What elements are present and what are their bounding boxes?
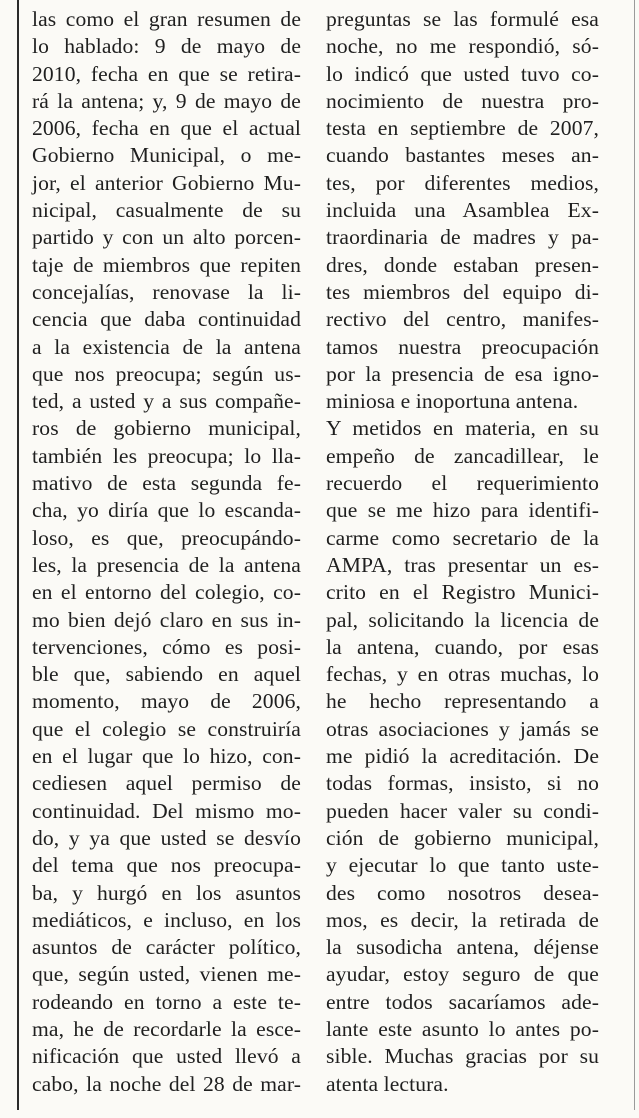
text-line: carme como secretario de la: [326, 525, 599, 550]
text-line: mo bien dejó claro en sus in-: [32, 607, 301, 632]
text-line: mos, es decir, la retirada de: [326, 907, 599, 932]
text-line: ma, he de recordarle la esce-: [32, 1016, 301, 1041]
text-line: tervenciones, cómo es posi-: [32, 634, 301, 659]
text-line: y ejecutar lo que tanto uste-: [326, 853, 599, 878]
text-line: lo indicó que usted tuvo co-: [326, 61, 599, 86]
text-line: rectivo del centro, manifes-: [326, 307, 599, 332]
text-line: que se me hizo para identifi-: [326, 498, 599, 523]
text-line: entre todos sacaríamos ade-: [326, 989, 599, 1014]
text-line: momento, mayo de 2006,: [32, 689, 301, 714]
text-line: Y metidos en materia, en su: [326, 416, 599, 441]
text-line: que, según usted, vienen me-: [32, 962, 301, 987]
text-line: 2010, fecha en que se retira-: [32, 61, 301, 86]
text-line: nificación que usted llevó a: [32, 1044, 301, 1069]
text-line: a la existencia de la antena: [32, 334, 301, 359]
text-line: que el colegio se construiría: [32, 716, 301, 741]
text-line: tes, por diferentes medios,: [326, 170, 599, 195]
text-line: lante este asunto lo antes po-: [326, 1016, 599, 1041]
page-edge-rule: [634, 0, 635, 1110]
text-line: traordinaria de madres y pa-: [326, 225, 599, 250]
text-line: 2006, fecha en que el actual: [32, 116, 301, 141]
text-line: rodeando en torno a este te-: [32, 989, 301, 1014]
text-column-right: [326, 6, 599, 1098]
text-line: cha, yo diría que lo escanda-: [32, 498, 301, 523]
text-line: todas formas, insisto, si no: [326, 771, 599, 796]
text-line: ayudar, estoy seguro de que: [326, 962, 599, 987]
text-line: pal, solicitando la licencia de: [326, 607, 599, 632]
text-line: mativo de esta segunda fe-: [32, 471, 301, 496]
text-line: cediesen aquel permiso de: [32, 771, 301, 796]
text-line: otras asociaciones y jamás se: [326, 716, 599, 741]
text-line: dres, donde estaban presen-: [326, 252, 599, 277]
text-line: taje de miembros que repiten: [32, 252, 301, 277]
text-line: en el lugar que lo hizo, con-: [32, 744, 301, 769]
text-line: concejalías, renovase la li-: [32, 279, 301, 304]
text-line: he hecho representando a: [326, 689, 599, 714]
text-line: partido y con un alto porcen-: [32, 225, 301, 250]
text-line: des como nosotros desea-: [326, 880, 599, 905]
text-line: mediáticos, e incluso, en los: [32, 907, 301, 932]
text-line: incluida una Asamblea Ex-: [326, 198, 599, 223]
text-line: que nos preocupa; según us-: [32, 361, 301, 386]
text-line: recuerdo el requerimiento: [326, 471, 599, 496]
text-line: les, la presencia de la antena: [32, 552, 301, 577]
text-line: rá la antena; y, 9 de mayo de: [32, 88, 301, 113]
text-line: la susodicha antena, déjense: [326, 935, 599, 960]
text-line: ted, a usted y a sus compañe-: [32, 389, 301, 414]
text-line: tamos nuestra preocupación: [326, 334, 599, 359]
text-line: tes miembros del equipo di-: [326, 279, 599, 304]
text-line: nocimiento de nuestra pro-: [326, 88, 599, 113]
text-line: empeño de zancadillear, le: [326, 443, 599, 468]
text-line: ros de gobierno municipal,: [32, 416, 301, 441]
text-line: fechas, y en otras muchas, lo: [326, 662, 599, 687]
text-line: cabo, la noche del 28 de mar-: [32, 1071, 301, 1096]
text-line: jor, el anterior Gobierno Mu-: [32, 170, 301, 195]
text-line: nicipal, casualmente de su: [32, 198, 301, 223]
text-line: sible. Muchas gracias por su: [326, 1044, 599, 1069]
text-line: en el entorno del colegio, co-: [32, 580, 301, 605]
text-line: por la presencia de esa igno-: [326, 361, 599, 386]
text-line: atenta lectura.: [326, 1071, 449, 1096]
text-line: Gobierno Municipal, o me-: [32, 143, 301, 168]
text-line: AMPA, tras presentar un es-: [326, 552, 599, 577]
text-line: ba, y hurgó en los asuntos: [32, 880, 301, 905]
text-line: ble que, sabiendo en aquel: [32, 662, 301, 687]
text-line: preguntas se las formulé esa: [326, 7, 599, 31]
text-line: crito en el Registro Munici-: [326, 580, 599, 605]
text-line: asuntos de carácter político,: [32, 935, 301, 960]
column-rule: [17, 0, 19, 1110]
text-line: me pidió la acreditación. De: [326, 744, 599, 769]
text-line: del tema que nos preocupa-: [32, 853, 301, 878]
text-line: ción de gobierno municipal,: [326, 825, 599, 850]
text-line: noche, no me respondió, só-: [326, 34, 599, 59]
text-line: do, y ya que usted se desvío: [32, 825, 301, 850]
text-line: la antena, cuando, por esas: [326, 634, 599, 659]
text-line: continuidad. Del mismo mo-: [32, 798, 301, 823]
text-column-left: [32, 6, 301, 1098]
text-line: también les preocupa; lo lla-: [32, 443, 301, 468]
text-line: cuando bastantes meses an-: [326, 143, 599, 168]
text-line: pueden hacer valer su condi-: [326, 798, 599, 823]
text-line: las como el gran resumen de: [32, 7, 301, 31]
text-line: cencia que daba continuidad: [32, 307, 301, 332]
text-line: lo hablado: 9 de mayo de: [32, 34, 301, 59]
text-line: loso, es que, preocupándo-: [32, 525, 301, 550]
text-line: miniosa e inoportuna antena.: [326, 389, 579, 414]
text-line: testa en septiembre de 2007,: [326, 116, 599, 141]
